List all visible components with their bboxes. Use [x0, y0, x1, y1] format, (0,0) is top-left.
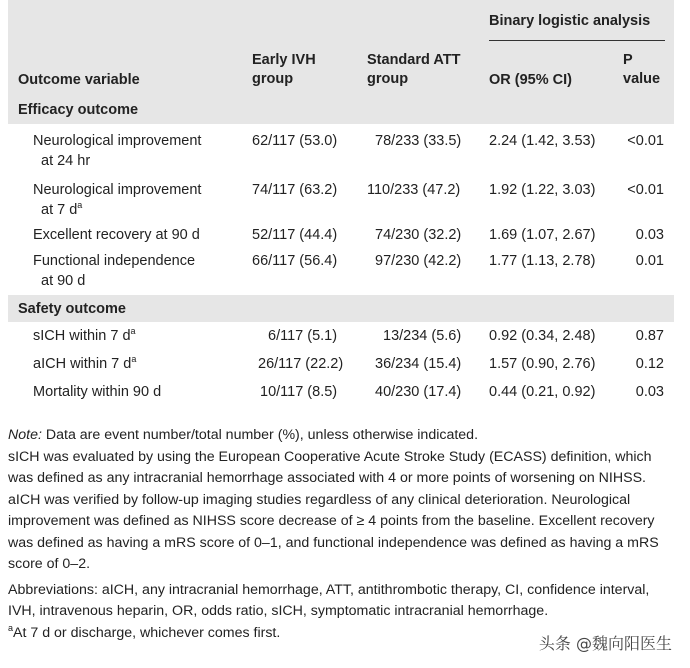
- table-row: [8, 249, 674, 295]
- standard-att-cell: 40/230 (17.4): [375, 384, 462, 400]
- p-value-header: P value: [623, 52, 661, 87]
- table-row: [8, 350, 674, 378]
- row-label: Neurological improvement at 24 hr: [33, 133, 202, 169]
- note-line: Note: Data are event number/total number (%), unless otherwise indicated.: [8, 427, 479, 443]
- row-label: Excellent recovery at 90 d: [33, 227, 200, 243]
- p-cell: <0.01: [627, 133, 664, 149]
- p-cell: 0.87: [635, 328, 664, 344]
- early-ivh-cell: 52/117 (44.4): [252, 227, 338, 243]
- early-ivh-cell: 26/117 (22.2): [258, 356, 344, 372]
- row-label: Mortality within 90 d: [33, 384, 162, 400]
- p-cell: 0.03: [635, 227, 664, 243]
- header-rule: [489, 40, 665, 41]
- p-cell: 0.03: [635, 384, 664, 400]
- watermark: 头条 @魏向阳医生: [538, 634, 672, 653]
- standard-att-cell: 97/230 (42.2): [375, 253, 462, 269]
- standard-att-cell: 36/234 (15.4): [375, 356, 462, 372]
- p-cell: 0.01: [635, 253, 664, 269]
- row-label: Functional independence at 90 d: [33, 253, 196, 289]
- binary-logistic-header: Binary logistic analysis: [489, 13, 651, 29]
- standard-att-cell: 13/234 (5.6): [383, 328, 462, 344]
- p-cell: <0.01: [627, 182, 664, 198]
- or-cell: 2.24 (1.42, 3.53): [489, 133, 596, 149]
- row-label: Neurological improvement at 7 $d^a$: [33, 182, 202, 218]
- or-ci-header: OR (95% CI): [489, 72, 572, 88]
- early-ivh-header: Early IVH group: [252, 52, 316, 87]
- row-label: sICH within 7 $d^a$: [33, 326, 136, 344]
- row-label: aICH within 7 $d^a$: [33, 354, 137, 372]
- table-row: [8, 322, 674, 350]
- table-row: [8, 173, 674, 221]
- table-notes: [8, 425, 678, 644]
- standard-att-cell: 74/230 (32.2): [375, 227, 462, 243]
- table-header: [8, 0, 674, 98]
- footnote-a: $^a$At 7 d or discharge, whichever comes first.: [8, 622, 281, 641]
- table-row: [8, 221, 674, 249]
- or-cell: 1.77 (1.13, 2.78): [489, 253, 596, 269]
- standard-att-cell: 78/233 (33.5): [375, 133, 462, 149]
- results-table: [8, 0, 674, 408]
- p-cell: 0.12: [635, 356, 664, 372]
- section-efficacy: Efficacy outcome: [8, 98, 674, 124]
- early-ivh-cell: 6/117 (5.1): [268, 328, 338, 344]
- or-cell: 1.69 (1.07, 2.67): [489, 227, 596, 243]
- or-cell: 1.57 (0.90, 2.76): [489, 356, 596, 372]
- standard-att-header: Standard ATT group: [367, 52, 461, 87]
- table-row: [8, 378, 674, 408]
- standard-att-cell: 110/233 (47.2): [367, 182, 461, 198]
- definitions-paragraph: sICH was evaluated by using the European Cooperative Acute Stroke Study (ECASS) definition, which was defined as any intracranial hemorrhage associated with 4 or more points of worsening on NIHSS. aICH was verified by follow-up imaging studies regardless of any clinical deterioration. Neurological improvement was defined as NIHSS score decrease of ≥ 4 points from the baseline. Excellent recovery was defined as having a mRS score of 0–1, and functional independence was defined as having a mRS score of 0–2.: [8, 448, 659, 572]
- or-cell: 1.92 (1.22, 3.03): [489, 182, 596, 198]
- early-ivh-cell: 62/117 (53.0): [252, 133, 338, 149]
- table-row: [8, 124, 674, 173]
- or-cell: 0.44 (0.21, 0.92): [489, 384, 596, 400]
- section-safety: Safety outcome: [8, 295, 674, 322]
- outcome-variable-header: Outcome variable: [18, 72, 140, 88]
- or-cell: 0.92 (0.34, 2.48): [489, 328, 596, 344]
- early-ivh-cell: 66/117 (56.4): [252, 253, 338, 269]
- abbreviations-paragraph: Abbreviations: aICH, any intracranial hemorrhage, ATT, antithrombotic therapy, CI, confidence interval, IVH, intravenous heparin, OR, odds ratio, sICH, symptomatic intracranial hemorrhage.: [8, 581, 650, 619]
- early-ivh-cell: 74/117 (63.2): [252, 182, 338, 198]
- early-ivh-cell: 10/117 (8.5): [260, 384, 338, 400]
